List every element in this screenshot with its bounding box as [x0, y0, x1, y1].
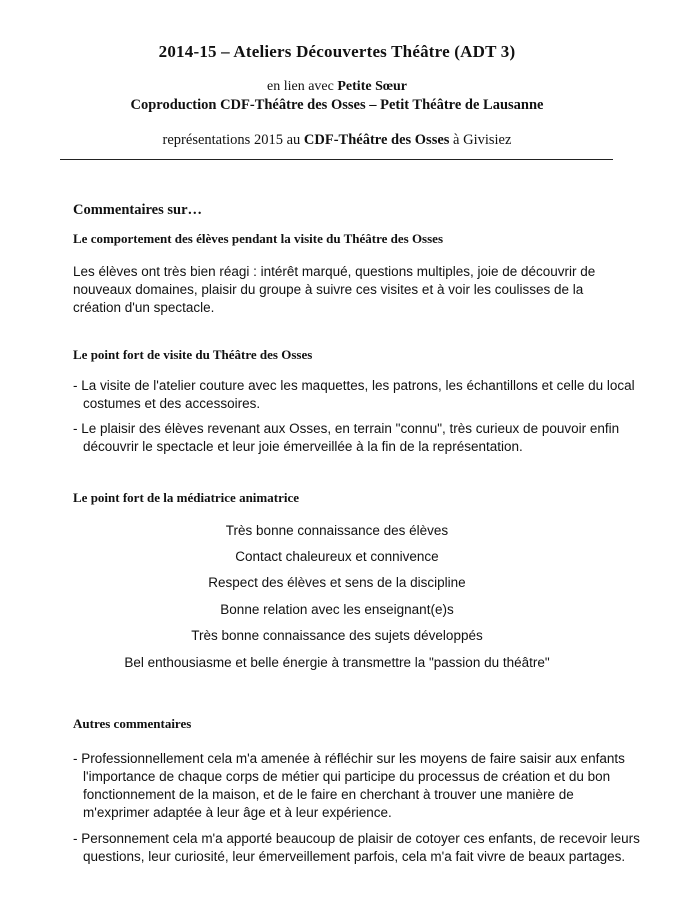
- header-line-production: [0, 79, 674, 95]
- header-divider: [60, 159, 613, 160]
- header-line-production-prefix: en lien avec: [267, 79, 338, 94]
- list-item: Bel enthousiasme et belle énergie à transmettre la "passion du théâtre": [124, 655, 550, 670]
- list-item: - Professionnellement cela m'a amenée à réfléchir sur les moyens de faire saisir aux enfants l'importance de chaque corps de métier qui participe du processus de création et du bon fonctionnement de la maison, et de le faire en cherchant à trouver une manière de m'exprimer adaptée à leur âge et à leur expérience.: [73, 751, 625, 820]
- list-item: Contact chaleureux et connivence: [235, 549, 439, 564]
- header-line-performances-suffix: à Givisiez: [449, 132, 512, 148]
- document-title: 2014-15 – Ateliers Découvertes Théâtre (ADT 3): [158, 42, 516, 61]
- section-highlight-mediator-heading: Le point fort de la médiatrice animatrice: [73, 490, 299, 505]
- comments-heading: Commentaires sur…: [73, 202, 203, 218]
- list-item: - La visite de l'atelier couture avec les maquettes, les patrons, les échantillons et celle du local costumes et des accessoires.: [73, 378, 635, 411]
- section-behaviour-text: Les élèves ont très bien réagi : intérêt marqué, questions multiples, joie de découvrir de nouveaux domaines, plaisir du groupe à suivre ces visites et à voir les coulisses de la création d'un spectacle.: [73, 264, 596, 315]
- production-name: Petite Sœur: [337, 79, 407, 94]
- list-item: Très bonne connaissance des élèves: [225, 523, 449, 538]
- section-behaviour-heading: Le comportement des élèves pendant la visite du Théâtre des Osses: [73, 231, 443, 246]
- section-highlight-visit-heading: Le point fort de visite du Théâtre des Osses: [73, 347, 313, 362]
- theatre-name: CDF-Théâtre des Osses: [303, 132, 450, 148]
- header-line-performances: [0, 132, 674, 149]
- header-line-performances-prefix: représentations 2015 au: [162, 132, 304, 148]
- list-item: Respect des élèves et sens de la discipline: [208, 575, 466, 590]
- header-line-coproduction: Coproduction CDF-Théâtre des Osses – Petit Théâtre de Lausanne: [130, 97, 544, 113]
- list-item: Bonne relation avec les enseignant(e)s: [220, 602, 454, 617]
- list-item: - Le plaisir des élèves revenant aux Osses, en terrain "connu", très curieux de pouvoir enfin découvrir le spectacle et leur joie émerveillée à la fin de la représentation.: [73, 421, 620, 454]
- list-item: Très bonne connaissance des sujets développés: [191, 628, 483, 643]
- list-item: - Personnement cela m'a apporté beaucoup de plaisir de cotoyer ces enfants, de recevoir leurs questions, leur curiosité, leur émerveillement parfois, cela m'a fait vivre de beaux partages.: [73, 831, 640, 864]
- section-other-comments-heading: Autres commentaires: [73, 716, 192, 731]
